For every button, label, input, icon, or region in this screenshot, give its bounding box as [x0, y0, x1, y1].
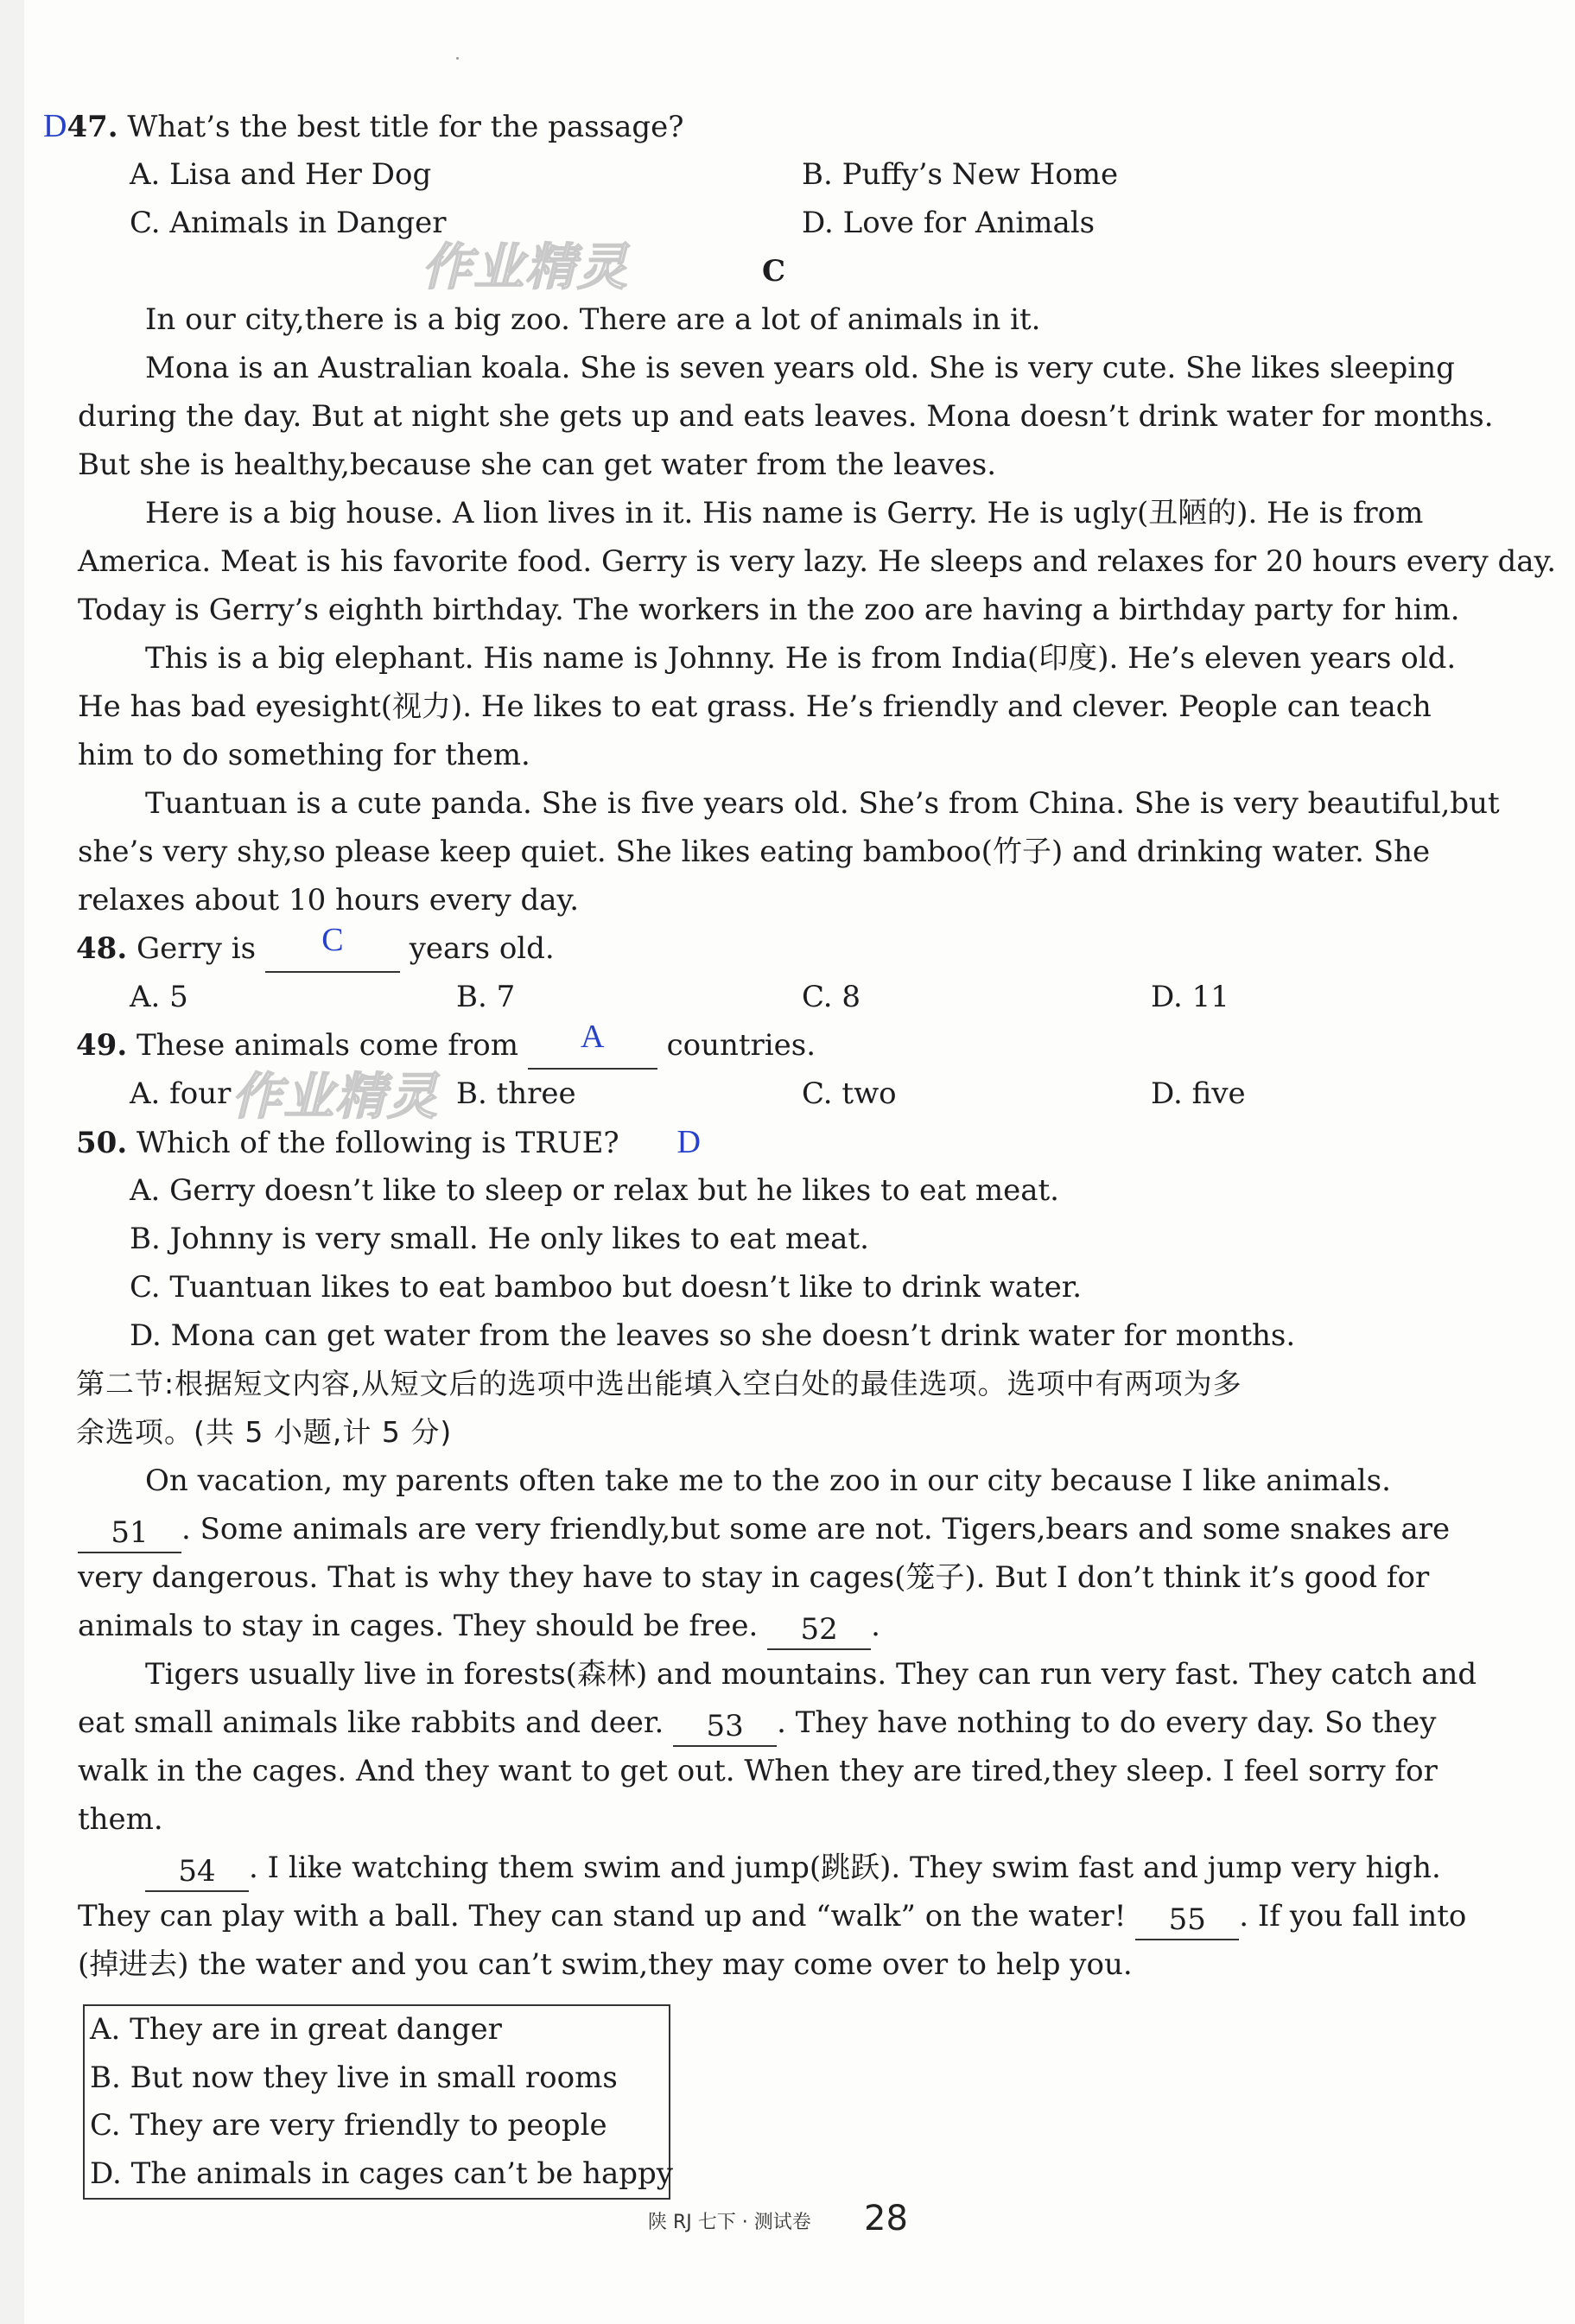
passage-line: America. Meat is his favorite food. Gerry is very lazy. He sleeps and relaxes for 20 hours every day. [78, 544, 1557, 579]
option-d: D. five [1151, 1076, 1246, 1111]
blank-54: 54 [145, 1852, 249, 1892]
option-b: B. three [456, 1076, 576, 1111]
option-a: A. Gerry doesn’t like to sleep or relax but he likes to eat meat. [130, 1173, 1059, 1208]
passage-text: . If you fall into [1239, 1899, 1467, 1933]
passage-text: . They have nothing to do every day. So they [777, 1705, 1437, 1740]
option-d: D. The animals in cages can’t be happy [90, 2156, 673, 2191]
option-b: B. 7 [456, 980, 516, 1014]
passage-line: him to do something for them. [78, 738, 530, 772]
question-text: What’s the best title for the passage? [127, 110, 684, 144]
question-number: 49. [76, 1028, 128, 1063]
blank-51: 51 [78, 1514, 181, 1553]
passage-line: He has bad eyesight(视力). He likes to eat grass. He’s friendly and clever. People can teach [78, 689, 1432, 724]
answer-blank [528, 1019, 657, 1070]
passage-line: This is a big elephant. His name is Johnny. He is from India(印度). He’s eleven years old. [145, 641, 1457, 676]
option-a: A. They are in great danger [90, 2012, 502, 2047]
option-b: B. Johnny is very small. He only likes to eat meat. [130, 1222, 869, 1256]
blank-55: 55 [1135, 1901, 1239, 1940]
passage-text: animals to stay in cages. They should be free. [78, 1609, 759, 1643]
question-stem: These animals come from [136, 1028, 518, 1063]
passage-line: But she is healthy,because she can get water from the leaves. [78, 448, 997, 482]
passage-line: walk in the cages. And they want to get out. When they are tired,they sleep. I feel sorry for [78, 1754, 1438, 1788]
page-footer-label: 陕 RJ 七下 · 测试卷 [648, 2212, 811, 2233]
passage-text: They can play with a ball. They can stand up and “walk” on the water! [78, 1899, 1127, 1933]
handwritten-answer-47: D [43, 108, 67, 144]
question-stem-end: countries. [666, 1028, 816, 1063]
handwritten-answer-50: D [676, 1124, 701, 1160]
passage-text: . I like watching them swim and jump(跳跃). They swim fast and jump very high. [249, 1851, 1441, 1885]
passage-line: Here is a big house. A lion lives in it. His name is Gerry. He is ugly(丑陋的). He is from [145, 496, 1424, 530]
section-instruction: 第二节:根据短文内容,从短文后的选项中选出能填入空白处的最佳选项。选项中有两项为多 [76, 1367, 1242, 1400]
option-c: C. Animals in Danger [130, 206, 447, 240]
passage-line: In our city,there is a big zoo. There are a lot of animals in it. [145, 302, 1041, 337]
question-number: 48. [76, 931, 128, 966]
speck [456, 57, 459, 60]
passage-text: eat small animals like rabbits and deer. [78, 1705, 664, 1740]
option-b: B. But now they live in small rooms [90, 2060, 618, 2095]
question-47 [43, 102, 683, 151]
page-edge [0, 0, 24, 2324]
question-number: 47. [67, 110, 118, 144]
option-b: B. Puffy’s New Home [802, 157, 1119, 192]
watermark: 作业精灵 [422, 238, 630, 296]
question-49 [76, 1021, 816, 1070]
blank-52: 52 [767, 1610, 871, 1650]
passage-line: animals to stay in cages. They should be free. 52 . [78, 1602, 880, 1650]
passage-line [78, 1699, 1436, 1747]
option-c: C. Tuantuan likes to eat bamboo but doesn’t like to drink water. [130, 1270, 1083, 1305]
passage-line: very dangerous. That is why they have to stay in cages(笼子). But I don’t think it’s good for [78, 1560, 1430, 1595]
question-number: 50. [76, 1126, 128, 1160]
question-stem: Which of the following is TRUE? [136, 1126, 619, 1160]
page-number: 28 [864, 2199, 908, 2238]
section-heading: C [762, 254, 786, 289]
passage-line: Mona is an Australian koala. She is seven years old. She is very cute. She likes sleeping [145, 351, 1455, 385]
option-a: A. Lisa and Her Dog [130, 157, 432, 192]
passage-line: On vacation, my parents often take me to the zoo in our city because I like animals. [145, 1464, 1391, 1498]
question-stem-end: years old. [409, 931, 555, 966]
question-stem: Gerry is [136, 931, 257, 966]
section-instruction: 余选项。(共 5 小题,计 5 分) [76, 1415, 453, 1449]
passage-line: Tigers usually live in forests(森林) and mountains. They can run very fast. They catch and [145, 1657, 1477, 1692]
passage-line: them. [78, 1802, 163, 1837]
question-48 [76, 924, 555, 973]
passage-line: she’s very shy,so please keep quiet. She likes eating bamboo(竹子) and drinking water. She [78, 835, 1431, 869]
options-box [83, 2004, 673, 2200]
passage-line: (掉进去) the water and you can’t swim,they may come over to help you. [78, 1947, 1133, 1982]
blank-53: 53 [673, 1707, 777, 1747]
question-50 [76, 1118, 701, 1167]
option-d: D. Mona can get water from the leaves so she doesn’t drink water for months. [130, 1318, 1296, 1353]
watermark: 作业精灵 [232, 1067, 440, 1126]
passage-line [78, 1892, 1466, 1940]
option-a: A. four [130, 1076, 232, 1111]
passage-text: . Some animals are very friendly,but some are not. Tigers,bears and some snakes are [181, 1512, 1451, 1546]
answer-blank [265, 922, 400, 973]
option-c: C. 8 [802, 980, 861, 1014]
passage-line: Tuantuan is a cute panda. She is five years old. She’s from China. She is very beautiful,but [145, 786, 1500, 821]
passage-line: relaxes about 10 hours every day. [78, 883, 580, 918]
option-c: C. They are very friendly to people [90, 2108, 607, 2143]
option-c: C. two [802, 1076, 897, 1111]
option-d: D. 11 [1151, 980, 1229, 1014]
passage-line [78, 1505, 1450, 1553]
passage-line: during the day. But at night she gets up and eats leaves. Mona doesn’t drink water for months. [78, 399, 1494, 434]
passage-line [145, 1844, 1441, 1892]
option-a: A. 5 [130, 980, 188, 1014]
handwritten-answer-49: A [581, 1019, 605, 1055]
option-d: D. Love for Animals [802, 206, 1096, 240]
passage-line: Today is Gerry’s eighth birthday. The workers in the zoo are having a birthday party for him. [78, 593, 1460, 627]
handwritten-answer-48: C [321, 922, 344, 958]
